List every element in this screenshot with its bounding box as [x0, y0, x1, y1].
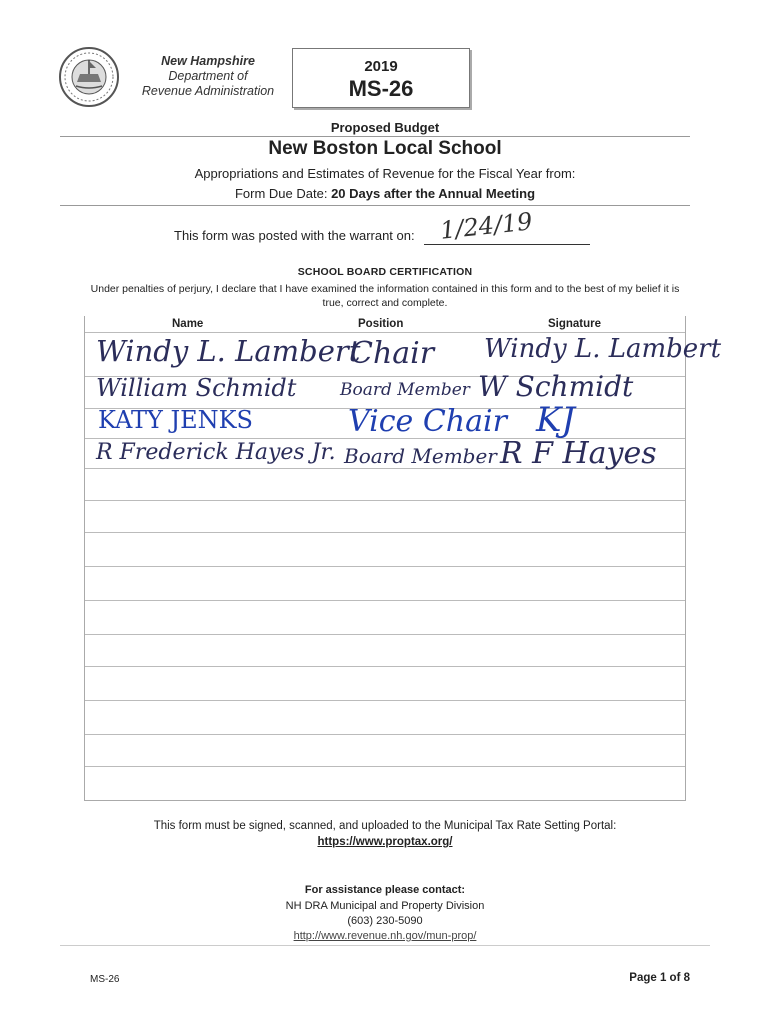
signature-1: Windy L. Lambert [484, 334, 722, 364]
portal-instructions: This form must be signed, scanned, and uploaded to the Municipal Tax Rate Setting Portal: [153, 820, 617, 832]
agency-division: Revenue Administration [141, 84, 275, 98]
column-header-signature: Signature [548, 318, 602, 330]
signer-position-4: Board Member [344, 444, 497, 468]
due-date-label: Form Due Date: [234, 186, 328, 201]
signer-position-3: Vice Chair [348, 404, 507, 439]
form-id-box [292, 48, 470, 108]
agency-state: New Hampshire [161, 54, 255, 68]
row-divider [85, 634, 685, 635]
signer-position-1: Chair [350, 336, 435, 371]
assistance-org: NH DRA Municipal and Property Division [285, 900, 485, 912]
posted-label: This form was posted with the warrant on: [174, 228, 415, 243]
agency-department: Department of [168, 69, 248, 83]
column-header-name: Name [172, 318, 204, 330]
row-divider [85, 500, 685, 501]
divider [60, 136, 690, 137]
form-year: 2019 [364, 58, 398, 75]
divider [60, 945, 710, 946]
row-divider [85, 332, 685, 333]
signature-2: W Schmidt [478, 370, 634, 403]
assistance-heading: For assistance please contact: [304, 884, 466, 896]
form-subtitle: Appropriations and Estimates of Revenue for the Fiscal Year from: [194, 166, 576, 181]
budget-label: Proposed Budget [330, 120, 440, 135]
signer-name-1: Windy L. Lambert [96, 334, 361, 368]
row-divider [85, 566, 685, 567]
district-name: New Boston Local School [268, 138, 502, 159]
row-divider [85, 600, 685, 601]
row-divider [85, 734, 685, 735]
posted-date: 1/24/19 [438, 207, 534, 245]
portal-link[interactable]: https://www.proptax.org/ [317, 836, 453, 848]
page-number: Page 1 of 8 [629, 972, 690, 984]
signature-4: R F Hayes [500, 436, 657, 471]
row-divider [85, 700, 685, 701]
row-divider [85, 666, 685, 667]
nh-state-seal-icon [58, 46, 120, 108]
certification-text: Under penalties of perjury, I declare that I have examined the information contained in this form and to the best of my belief it is true, correct and complete. [90, 283, 680, 309]
certification-heading: SCHOOL BOARD CERTIFICATION [297, 266, 473, 278]
due-date [0, 186, 770, 201]
signer-name-4: R Frederick Hayes Jr. [96, 440, 336, 465]
signer-position-2: Board Member [340, 380, 470, 400]
row-divider [85, 766, 685, 767]
column-header-position: Position [358, 318, 404, 330]
form-code: MS-26 [348, 76, 414, 101]
signer-name-3: KATY JENKS [98, 406, 253, 434]
due-date-value: 20 Days after the Annual Meeting [331, 186, 536, 201]
signer-name-2: William Schmidt [96, 374, 297, 402]
agency-name [128, 54, 288, 99]
assistance-link[interactable]: http://www.revenue.nh.gov/mun-prop/ [293, 930, 477, 942]
posted-date-line [424, 244, 590, 245]
signature-3: KJ [536, 400, 576, 440]
divider [60, 205, 690, 206]
footer-form-label: MS-26 [90, 974, 120, 985]
row-divider [85, 532, 685, 533]
assistance-phone: (603) 230-5090 [347, 915, 423, 927]
